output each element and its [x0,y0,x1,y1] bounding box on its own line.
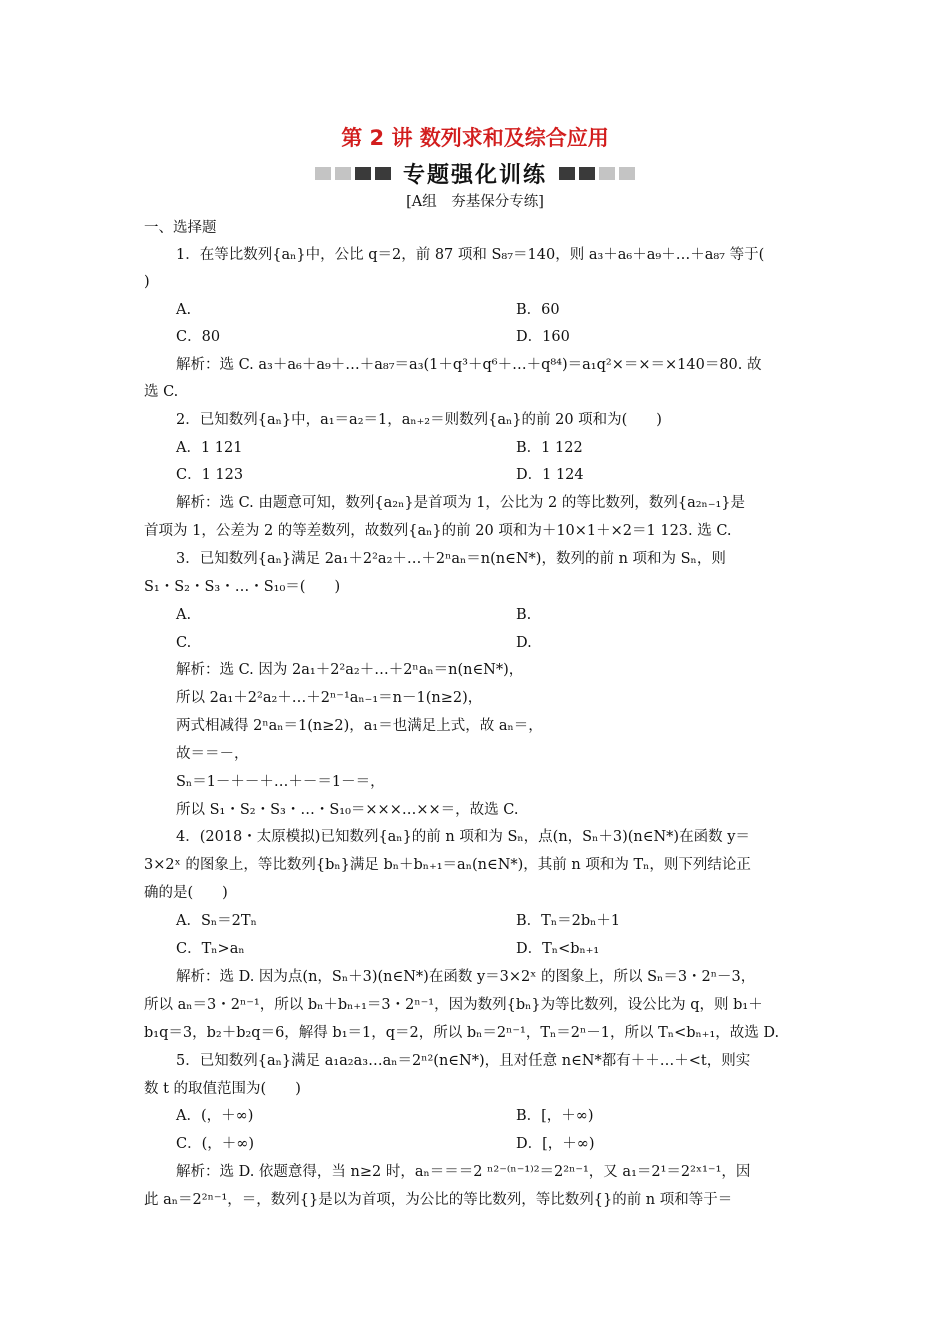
text-line: 1．在等比数列{aₙ}中，公比 q＝2，前 87 项和 S₈₇＝140，则 a₃＋a₆＋a₉＋…＋a₈₇ 等于( [176,247,765,263]
text-line: 首项为 1，公差为 2 的等差数列，故数列{aₙ}的前 20 项和为＋10×1＋×2＝1 123. 选 C. [144,523,732,539]
banner-right-squares [557,167,637,180]
text-line: C．Tₙ>aₙ [176,941,245,957]
text-line: A．Sₙ＝2Tₙ [176,913,257,929]
text-line: B．1 122 [516,440,583,456]
text-line: 解析：选 C. a₃＋a₆＋a₉＋…＋a₈₇＝a₃(1＋q³＋q⁶＋…＋q⁸⁴)＝a₁q²×＝×＝×140＝80. 故 [176,357,762,373]
text-line: 一、选择题 [144,220,217,236]
text-line: 3．已知数列{aₙ}满足 2a₁＋2²a₂＋…＋2ⁿaₙ＝n(n∈N*)，数列的前 n 项和为 Sₙ，则 [176,551,726,567]
text-line: D．[，＋∞) [516,1136,595,1152]
text-line: D．Tₙ<bₙ₊₁ [516,941,600,957]
text-line: C．1 123 [176,467,244,483]
text-line: D．1 124 [516,467,584,483]
text-line: D. [516,635,532,651]
section-banner [0,158,950,189]
text-line: 2．已知数列{aₙ}中，a₁＝a₂＝1，aₙ₊₂＝则数列{aₙ}的前 20 项和为( ) [176,412,662,428]
text-line: 确的是( ) [144,885,228,901]
page-title: 第 2 讲 数列求和及综合应用 [341,126,609,150]
text-line: B．60 [516,302,560,318]
text-line: 解析：选 C. 由题意可知，数列{a₂ₙ}是首项为 1，公比为 2 的等比数列，数列{a₂ₙ₋₁}是 [176,495,746,511]
text-line: A. [176,302,192,318]
text-line: S₁・S₂・S₃・…・S₁₀＝( ) [144,579,341,595]
text-line: 解析：选 C. 因为 2a₁＋2²a₂＋…＋2ⁿaₙ＝n(n∈N*)， [176,662,524,678]
text-line: C．80 [176,329,221,345]
text-line: 所以 2a₁＋2²a₂＋…＋2ⁿ⁻¹aₙ₋₁＝n－1(n≥2)， [176,690,483,706]
text-line: Sₙ＝1－＋－＋…＋－＝1－＝， [176,774,385,790]
banner-left-squares [313,167,393,180]
group-label: [A组 夯基保分专练] [406,194,544,210]
banner-title: 专题强化训练 [402,163,547,188]
text-line: C. [176,635,192,651]
text-line: 两式相减得 2ⁿaₙ＝1(n≥2)，a₁＝也满足上式，故 aₙ＝， [176,718,543,734]
text-line: D．160 [516,329,570,345]
text-line: 5．已知数列{aₙ}满足 a₁a₂a₃…aₙ＝2ⁿ²(n∈N*)，且对任意 n∈N*都有＋＋…＋<t，则实 [176,1053,751,1069]
text-line: 解析：选 D. 依题意得，当 n≥2 时，aₙ＝＝＝2 ⁿ²⁻⁽ⁿ⁻¹⁾²＝2²ⁿ⁻¹，又 a₁＝2¹＝2²ˣ¹⁻¹，因 [176,1164,751,1180]
text-line: A. [176,607,192,623]
text-line: 所以 aₙ＝3・2ⁿ⁻¹，所以 bₙ＋bₙ₊₁＝3・2ⁿ⁻¹，因为数列{bₙ}为等比数列，设公比为 q，则 b₁＋ [144,997,763,1013]
text-line: 故＝＝－， [176,746,249,762]
text-line: 选 C. [144,384,179,400]
text-line: B．[，＋∞) [516,1108,594,1124]
text-line: B. [516,607,532,623]
text-line: 3×2ˣ 的图象上，等比数列{bₙ}满足 bₙ＋bₙ₊₁＝aₙ(n∈N*)，其前 n 项和为 Tₙ，则下列结论正 [144,857,751,873]
text-line: 所以 S₁・S₂・S₃・…・S₁₀＝×××…××＝，故选 C. [176,802,519,818]
text-line: A．1 121 [176,440,243,456]
text-line: ) [144,274,150,290]
text-line: b₁q＝3，b₂＋b₂q＝6，解得 b₁＝1，q＝2，所以 bₙ＝2ⁿ⁻¹，Tₙ＝2ⁿ－1，所以 Tₙ<bₙ₊₁，故选 D. [144,1025,780,1041]
text-line: 数 t 的取值范围为( ) [144,1081,301,1097]
text-line: 解析：选 D. 因为点(n，Sₙ＋3)(n∈N*)在函数 y＝3×2ˣ 的图象上，所以 Sₙ＝3・2ⁿ－3， [176,969,756,985]
text-line: 4．(2018・太原模拟)已知数列{aₙ}的前 n 项和为 Sₙ，点(n，Sₙ＋3)(n∈N*)在函数 y＝ [176,829,750,845]
text-line: C．(，＋∞) [176,1136,254,1152]
text-line: B．Tₙ＝2bₙ＋1 [516,913,621,929]
text-line: 此 aₙ＝2²ⁿ⁻¹，＝，数列{}是以为首项，为公比的等比数列，等比数列{}的前 n 项和等于＝ [144,1192,733,1208]
text-line: A．(，＋∞) [176,1108,254,1124]
